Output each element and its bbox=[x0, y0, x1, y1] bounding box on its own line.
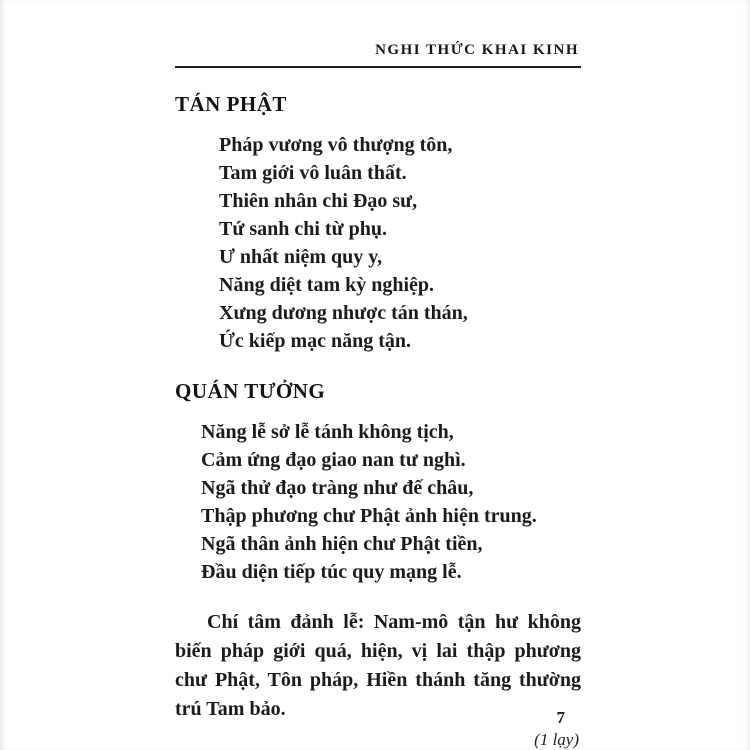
section-title: TÁN PHẬT bbox=[175, 92, 287, 116]
section-title: QUÁN TƯỞNG bbox=[175, 379, 326, 403]
verse-block bbox=[175, 131, 581, 355]
verse-block bbox=[175, 418, 581, 586]
bow-note: (1 lạy) bbox=[534, 730, 579, 749]
verse-line: Năng lễ sở lễ tánh không tịch, bbox=[201, 421, 454, 443]
verse-line: Ngã thân ảnh hiện chư Phật tiền, bbox=[201, 533, 483, 555]
page-number: 7 bbox=[556, 708, 565, 727]
prayer-paragraph: Chí tâm đảnh lễ: Nam-mô tận hư không biến pháp giới quá, hiện, vị lai thập phương chư Phật, Tôn pháp, Hiền thánh tăng thường trú Tam bảo. bbox=[175, 611, 581, 720]
verse-line: Tam giới vô luân thất. bbox=[219, 162, 407, 184]
verse-line: Tứ sanh chi từ phụ. bbox=[219, 218, 387, 240]
verse-line: Cảm ứng đạo giao nan tư nghì. bbox=[201, 449, 466, 471]
verse-line: Ức kiếp mạc năng tận. bbox=[219, 330, 412, 352]
verse-line: Xưng dương nhược tán thán, bbox=[219, 302, 468, 324]
verse-line: Pháp vương vô thượng tôn, bbox=[219, 134, 453, 156]
header-rule bbox=[175, 66, 581, 68]
verse-line: Đầu diện tiếp túc quy mạng lễ. bbox=[201, 561, 462, 583]
verse-line: Ngã thử đạo tràng như đế châu, bbox=[201, 477, 474, 499]
verse-line: Năng diệt tam kỳ nghiệp. bbox=[219, 274, 435, 296]
section-tan-phat bbox=[175, 92, 581, 355]
verse-line: Thập phương chư Phật ảnh hiện trung. bbox=[201, 505, 537, 527]
running-header: NGHI THỨC KHAI KINH bbox=[375, 42, 579, 58]
page-content bbox=[175, 42, 581, 750]
section-quan-tuong bbox=[175, 379, 581, 586]
verse-line: Ư nhất niệm quy y, bbox=[219, 246, 383, 268]
verse-line: Thiên nhân chi Đạo sư, bbox=[219, 190, 418, 212]
